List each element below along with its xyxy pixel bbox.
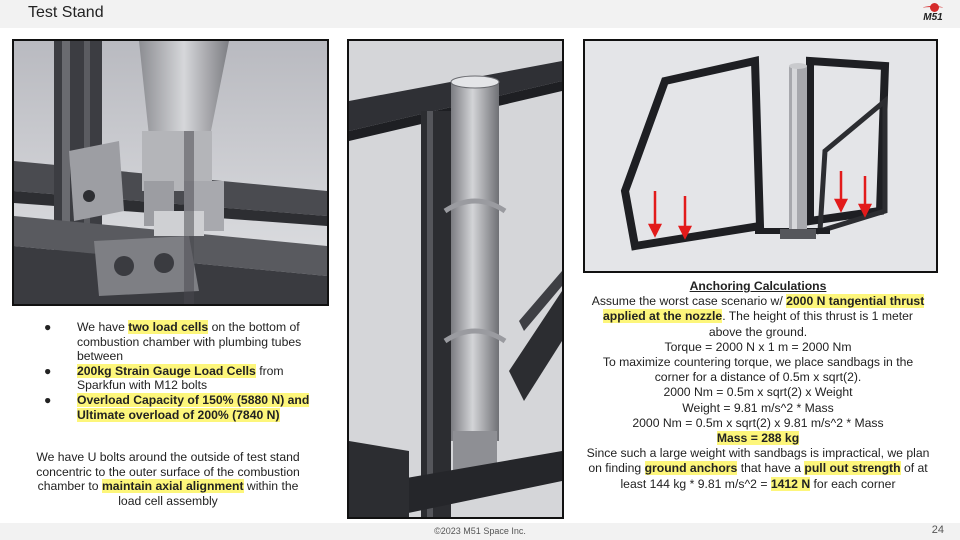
bullet-marker: ● (44, 392, 52, 407)
highlight-text: ground anchors (644, 461, 738, 476)
m51-logo (918, 3, 948, 27)
paragraph-text: within the load cell assembly (118, 479, 299, 508)
calc-text: Assume the worst case scenario w/ (591, 294, 787, 309)
highlight-text: 200kg Strain Gauge Load Cells (77, 363, 256, 378)
calc-text: of at least 144 kg * 9.81 m/s^2 = (620, 461, 928, 491)
bullet-marker: ● (44, 320, 52, 334)
calc-equation-1: 2000 Nm = 0.5m x sqrt(2) x Weight (663, 385, 853, 400)
calc-text: Since such a large weight with sandbags is impractical, we plan on finding (586, 446, 930, 476)
highlight-text: 1412 N (770, 476, 811, 491)
title-bar (0, 0, 960, 28)
slide-title: Test Stand (28, 4, 104, 21)
highlight-text: pull out strength (804, 461, 901, 476)
highlight-text: two load cells (128, 320, 209, 334)
load-cell-bullet-list (44, 320, 310, 422)
list-item (44, 320, 310, 364)
list-item (44, 393, 310, 422)
highlight-text: Overload Capacity of 150% (5880 N) and Ultimate overload of 200% (7840 N) (77, 392, 310, 422)
calc-text: for each corner (810, 476, 896, 491)
u-bolt-column-image (347, 39, 564, 519)
bullet-marker: ● (44, 363, 52, 378)
bullet-text: from Sparkfun with M12 bolts (77, 363, 284, 393)
logo-dot (930, 3, 939, 12)
page-number: 24 (931, 524, 944, 536)
highlight-text: Mass = 288 kg (716, 431, 800, 446)
bullet-text: We have (77, 320, 129, 334)
paragraph-text: We have U bolts around the outside of test stand concentric to the outer surface of the combustion chamber to (36, 450, 300, 494)
u-bolt-paragraph (28, 450, 308, 508)
highlight-text: maintain axial alignment (101, 479, 244, 494)
bullet-text: on the bottom of combustion chamber with plumbing tubes between (77, 320, 302, 364)
calc-conclusion (585, 446, 931, 492)
anchoring-calculations (585, 279, 931, 492)
calc-maximize: To maximize countering torque, we place sandbags in the corner for a distance of 0.5m x sqrt(2). (602, 355, 914, 385)
highlight-text: 2000 N tangential thrust applied at the nozzle (603, 294, 925, 324)
calc-heading: Anchoring Calculations (689, 279, 827, 293)
calc-text: that have a (737, 461, 805, 476)
calc-mass (585, 431, 931, 446)
calc-text: . The height of this thrust is 1 meter above the ground. (708, 309, 913, 339)
footer-bar (0, 523, 960, 540)
anchoring-frame-image (583, 39, 938, 273)
logo-text: M51 (923, 12, 943, 23)
calc-equation-3: 2000 Nm = 0.5m x sqrt(2) x 9.81 m/s^2 * Mass (632, 415, 884, 430)
load-cell-closeup-image (12, 39, 329, 306)
calc-torque: Torque = 2000 N x 1 m = 2000 Nm (664, 339, 852, 354)
list-item (44, 364, 310, 393)
calc-assumption (585, 294, 931, 340)
calc-equation-2: Weight = 9.81 m/s^2 * Mass (682, 400, 834, 415)
copyright-text: ©2023 M51 Space Inc. (434, 526, 526, 536)
